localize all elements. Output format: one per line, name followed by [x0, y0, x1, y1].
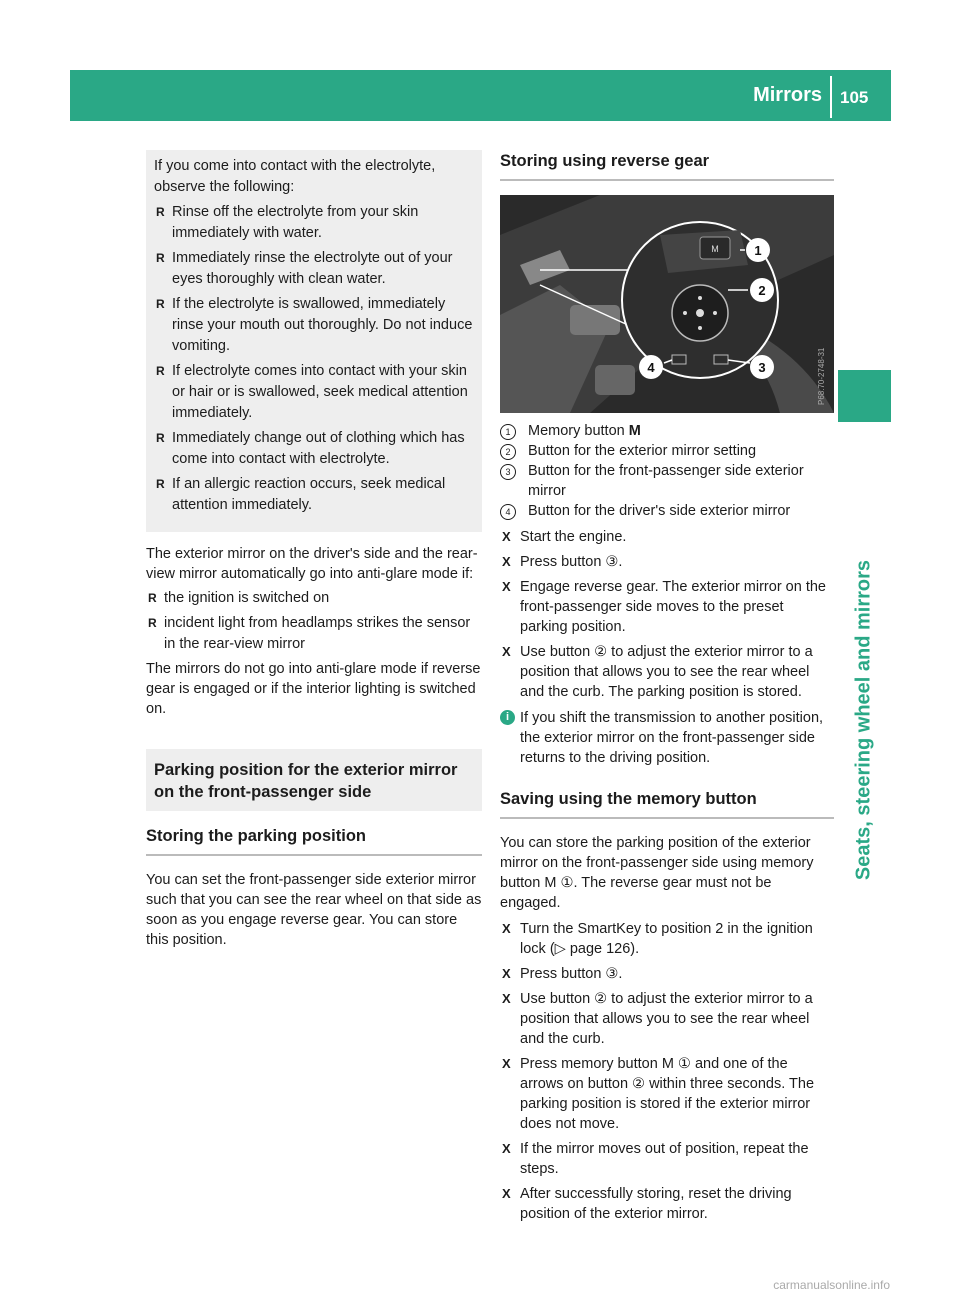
right-column — [500, 150, 834, 1229]
svg-text:4: 4 — [647, 360, 655, 375]
m-button-label: M — [711, 244, 719, 254]
page-title: Mirrors — [753, 84, 822, 106]
door-panel-photo — [500, 195, 834, 413]
page-number: 105 — [840, 88, 869, 107]
step-item: X Press memory button M ① and one of the arrows on button ② within three seconds. The parking position is stored if the exterior mirror does not move. — [502, 1056, 815, 1132]
electrolyte-note — [146, 150, 482, 532]
svg-text:1: 1 — [754, 243, 762, 258]
step-item: X Use button ② to adjust the exterior mirror to a position that allows you to see the rear wheel and the curb. — [502, 991, 813, 1047]
svg-text:2: 2 — [758, 283, 766, 298]
legend-item: 4 Button for the driver's side exterior mirror — [500, 501, 834, 521]
legend-item: 2 Button for the exterior mirror setting — [500, 441, 834, 461]
svg-text:3: 3 — [758, 360, 766, 375]
memory-steps — [500, 919, 834, 1224]
note-list — [154, 202, 474, 516]
parking-intro: You can set the front-passenger side exterior mirror such that you can see the rear wheel on that side as soon as you engage reverse gear. You can store this position. — [146, 872, 482, 948]
chapter-tab — [838, 370, 891, 422]
anti-glare-exception: The mirrors do not go into anti-glare mode if reverse gear is engaged or if the interior lighting is switched on. — [146, 661, 481, 717]
left-column — [146, 150, 482, 950]
list-item: R Immediately rinse the electrolyte out of your eyes thoroughly with clean water. — [156, 250, 453, 287]
section-heading: Parking position for the exterior mirror on the front-passenger side — [146, 749, 482, 811]
reverse-gear-steps — [500, 527, 834, 702]
step-item: X Press button ③. — [502, 966, 623, 982]
note-intro: If you come into contact with the electrolyte, observe the following: — [154, 158, 436, 195]
list-item: R the ignition is switched on — [148, 590, 330, 606]
subheading-storing: Storing the parking position — [146, 827, 482, 856]
step-item: X Start the engine. — [502, 529, 627, 545]
info-note: i If you shift the transmission to another position, the exterior mirror on the front-passenger side returns to the driving position. — [500, 708, 834, 768]
anti-glare-paragraph: The exterior mirror on the driver's side and the rear-view mirror automatically go into anti-glare mode if: — [146, 546, 478, 582]
list-item: R If electrolyte comes into contact with your skin or hair or is swallowed, seek medical attention immediately. — [156, 363, 468, 421]
figure-legend — [500, 421, 834, 521]
memory-intro: You can store the parking position of the exterior mirror on the front-passenger side using memory button M ①. The reverse gear must not be engaged. — [500, 835, 814, 911]
list-item: R If the electrolyte is swallowed, immediately rinse your mouth out thoroughly. Do not induce vomiting. — [156, 296, 473, 354]
list-item: R incident light from headlamps strikes the sensor in the rear-view mirror — [148, 615, 471, 652]
step-item: X After successfully storing, reset the driving position of the exterior mirror. — [502, 1186, 792, 1222]
list-item: R If an allergic reaction occurs, seek medical attention immediately. — [156, 476, 446, 513]
step-item: X Use button ② to adjust the exterior mirror to a position that allows you to see the rear wheel and the curb. The parking position is stored. — [502, 644, 813, 700]
list-item: R Immediately change out of clothing which has come into contact with electrolyte. — [156, 430, 465, 467]
legend-item: 1 Memory button M — [500, 421, 834, 441]
watermark: carmanualsonline.info — [773, 1278, 890, 1292]
step-item: X Engage reverse gear. The exterior mirror on the front-passenger side moves to the preset parking position. — [502, 579, 827, 635]
subheading-reverse-gear: Storing using reverse gear — [500, 152, 834, 181]
anti-glare-list — [146, 588, 482, 655]
step-item: X Press button ③. — [502, 554, 623, 570]
header-divider — [830, 76, 832, 118]
subheading-memory: Saving using the memory button — [500, 790, 834, 819]
list-item: R Rinse off the electrolyte from your skin immediately with water. — [156, 204, 419, 241]
legend-item: 3 Button for the front-passenger side exterior mirror — [500, 461, 834, 501]
info-icon: i — [500, 710, 515, 725]
photo-code: P68.70-2748-31 — [817, 347, 826, 405]
step-item: X If the mirror moves out of position, repeat the steps. — [502, 1141, 809, 1177]
step-item: X Turn the SmartKey to position 2 in the ignition lock (▷ page 126). — [502, 921, 813, 957]
